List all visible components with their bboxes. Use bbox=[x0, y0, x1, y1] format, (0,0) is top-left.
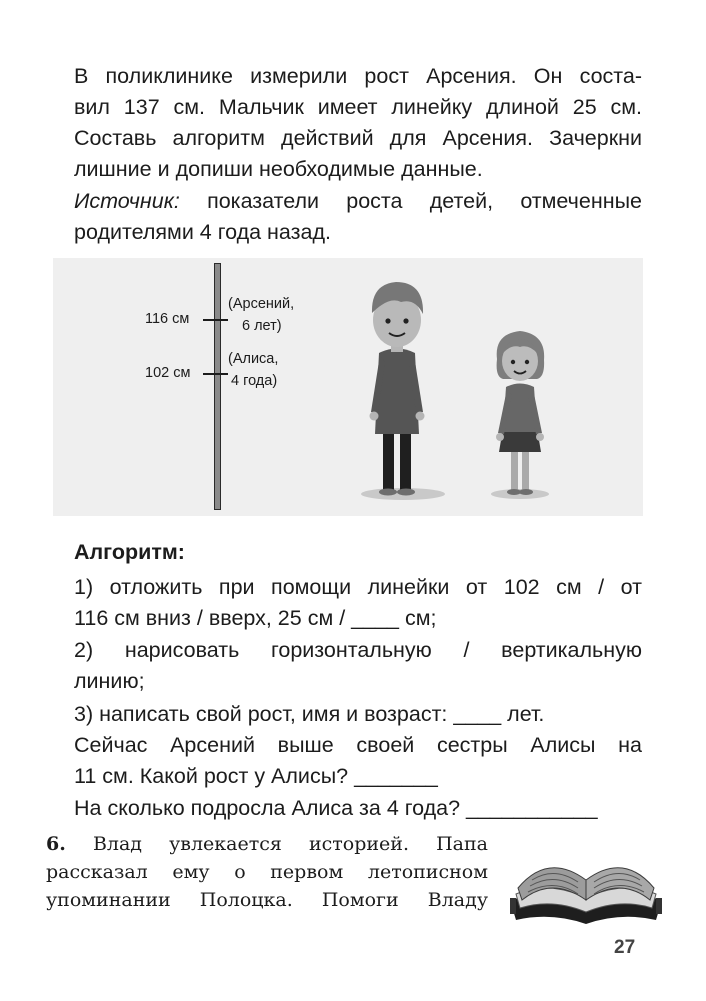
mark-102-value: 102 см bbox=[145, 365, 191, 381]
mark-116-note-2: 6 лет) bbox=[242, 318, 282, 334]
algorithm-step2-line1: 2) нарисовать горизонтальную / вертикальную bbox=[74, 638, 642, 662]
algorithm-heading: Алгоритм: bbox=[74, 540, 185, 564]
algorithm-step1-line2: 116 см вниз / вверх, 25 см / ____ см; bbox=[74, 606, 437, 630]
question1-line2: 11 см. Какой рост у Алисы? _______ bbox=[74, 764, 438, 788]
question2: На сколько подросла Алиса за 4 года? ___________ bbox=[74, 796, 598, 820]
task6-line1 bbox=[46, 830, 488, 859]
source-label: Источник: bbox=[74, 189, 180, 213]
question1-line1: Сейчас Арсений выше своей сестры Алисы на bbox=[74, 733, 642, 757]
task6-line2: рассказал ему о первом летописном bbox=[46, 861, 488, 883]
page-number: 27 bbox=[614, 937, 636, 958]
boy-figure bbox=[361, 282, 445, 500]
mark-116-value: 116 см bbox=[145, 311, 190, 327]
intro-line-3: Составь алгоритм действий для Арсения. Зачеркни bbox=[74, 126, 642, 150]
intro-line-4: лишние и допиши необходимые данные. bbox=[74, 157, 483, 181]
intro-line-1: В поликлинике измерили рост Арсения. Он соста- bbox=[74, 64, 642, 88]
children-illustration bbox=[53, 258, 643, 516]
intro-line-2: вил 137 см. Мальчик имеет линейку длиной 25 см. bbox=[74, 95, 642, 119]
mark-102-note-1: (Алиса, bbox=[228, 351, 279, 367]
task6-line3: упоминании Полоцка. Помоги Владу bbox=[46, 889, 488, 911]
task6-number: 6. bbox=[46, 833, 66, 855]
source-text: показатели роста детей, отмеченные bbox=[179, 189, 642, 213]
mark-116-note-1: (Арсений, bbox=[228, 296, 295, 312]
source-line-2: родителями 4 года назад. bbox=[74, 220, 331, 244]
old-book-icon bbox=[506, 838, 666, 928]
algorithm-step3: 3) написать свой рост, имя и возраст: ____ лет. bbox=[74, 702, 545, 726]
girl-figure bbox=[491, 331, 549, 499]
task6-line1-text: Влад увлекается историей. Папа bbox=[65, 833, 488, 855]
mark-102-note-2: 4 года) bbox=[231, 373, 278, 389]
algorithm-step2-line2: линию; bbox=[74, 669, 145, 693]
source-line-1 bbox=[74, 187, 642, 215]
height-figure bbox=[53, 258, 643, 516]
algorithm-step1-line1: 1) отложить при помощи линейки от 102 см / от bbox=[74, 575, 642, 599]
